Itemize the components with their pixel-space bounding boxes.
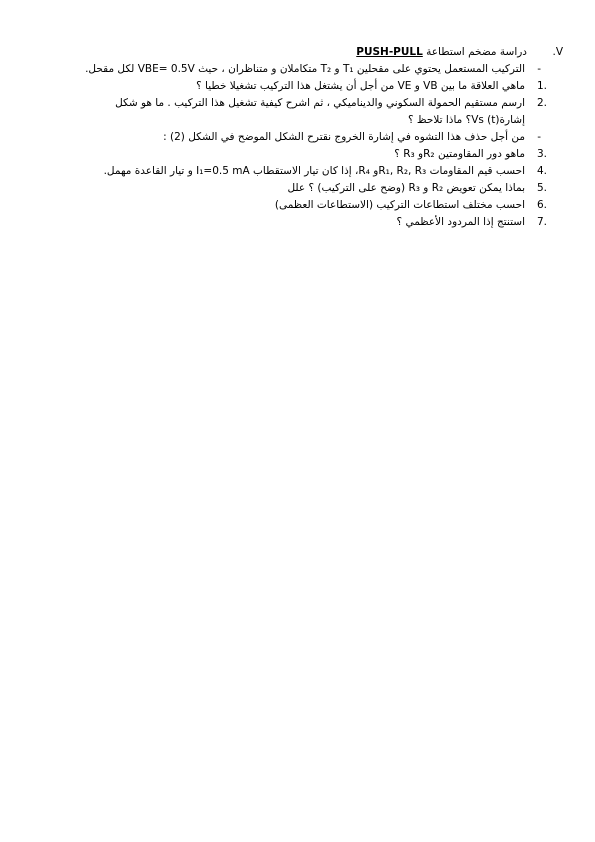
question-text: ارسم مستقيم الحمولة السكوني والديناميكي ، ثم اشرح كيفية تشغيل هذا التركيب . ما هو شكل (115, 97, 525, 109)
question-3 (108, 146, 569, 163)
section-title-arabic: دراسة مضخم استطاعة (422, 46, 527, 58)
question-text: استنتج إذا المردود الأعظمي ؟ (396, 216, 525, 228)
section-title-english: PUSH-PULL (356, 46, 423, 58)
question-number: .3 (536, 148, 547, 160)
question-number: .5 (536, 182, 547, 194)
question-number: .4 (536, 165, 547, 177)
question-number: .2 (536, 97, 547, 109)
question-text: احسب قيم المقاومات R₁, R₂, R₃و R₄، إذا كان تيار الاستقطاب I₁=0.5 mA و تيار القاعدة مهمل. (103, 165, 525, 177)
question-2-continuation (108, 112, 569, 129)
question-2 (108, 95, 569, 112)
question-5 (108, 180, 569, 197)
section-number: V. (552, 46, 563, 58)
question-4 (103, 163, 569, 180)
intro2-text: من أجل حذف هذا التشوه في إشارة الخروج نقترح الشكل الموضح في الشكل (2) : (163, 131, 525, 143)
intro2-paragraph (108, 129, 569, 146)
intro-text: التركيب المستعمل يحتوي على مقحلين T₁ و T₂ متكاملان و متناظران ، حيث VBE= 0.5V لكل مقحل. (85, 63, 525, 75)
question-7 (108, 214, 569, 231)
question-number: .1 (536, 80, 547, 92)
question-1 (108, 78, 569, 95)
question-text: بماذا يمكن تعويض R₂ و R₃ (وضح على التركيب) ؟ علل (287, 182, 525, 194)
intro-bullet: - (537, 63, 541, 75)
exercise-content (85, 44, 569, 231)
intro2-bullet: - (537, 131, 541, 143)
intro-paragraph (85, 61, 569, 78)
question-text: ماهي العلاقة ما بين VB و VE من أجل أن يشتغل هذا التركيب تشغيلا خطيا ؟ (196, 80, 525, 92)
section-title (356, 44, 527, 61)
question-text-continuation: إشارة(t) Vs؟ ماذا تلاحظ ؟ (407, 114, 525, 126)
question-number: .6 (536, 199, 547, 211)
question-6 (108, 197, 569, 214)
question-number: .7 (536, 216, 547, 228)
question-text: ماهو دور المقاومتين R₂و R₃ ؟ (394, 148, 525, 160)
section-heading (108, 44, 569, 61)
question-text: احسب مختلف استطاعات التركيب (الاستطاعات العظمى) (274, 199, 525, 211)
